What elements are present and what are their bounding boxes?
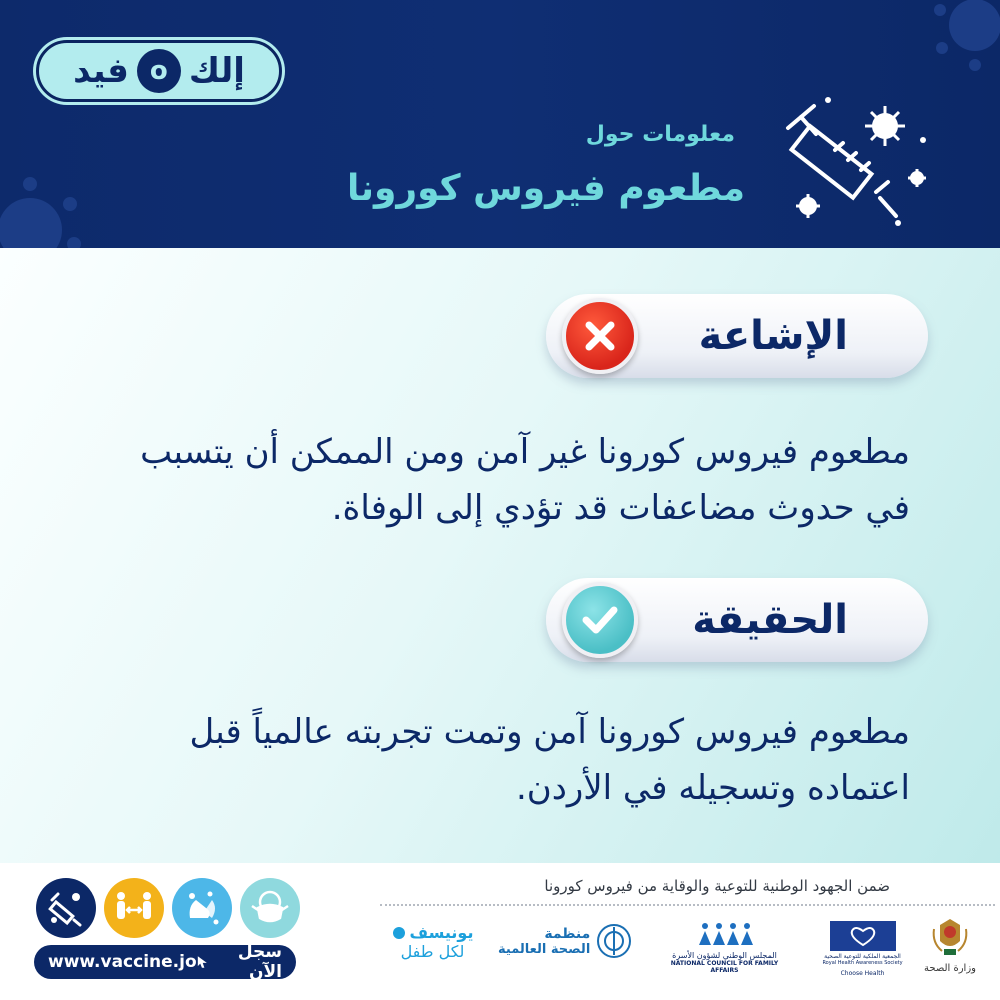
ncfa-logo (662, 921, 787, 974)
virus-decoration-icon (0, 170, 90, 248)
handwash-icon (172, 878, 232, 938)
unicef-tagline: لكل طفل (400, 942, 465, 961)
fact-text: مطعوم فيروس كورونا آمن وتمت تجربته عالمياً قبل اعتماده وتسجيله في الأردن. (189, 712, 910, 808)
rhas-name-ar: الجمعية الملكية للتوعية الصحية (824, 953, 901, 960)
footer (0, 863, 1000, 1000)
register-link[interactable] (34, 942, 296, 982)
moh-name: وزارة الصحة (924, 963, 976, 974)
ncfa-name-en: NATIONAL COUNCIL FOR FAMILY AFFAIRS (670, 960, 779, 974)
footer-divider (380, 904, 995, 906)
fact-badge (546, 578, 928, 662)
logo-text-right: فيد (73, 51, 129, 91)
virus-decoration-icon (930, 0, 1000, 80)
cursor-icon (197, 954, 208, 970)
logo-text-left: إلك (188, 51, 245, 91)
who-emblem-icon (596, 923, 632, 959)
myth-text: مطعوم فيروس كورونا غير آمن ومن الممكن أن يتسبب في حدوث مضاعفات قد تؤدي إلى الوفاة. (140, 432, 910, 528)
unicef-logo (385, 923, 480, 961)
myth-label: الإشاعة (698, 313, 848, 359)
unicef-emblem-icon (392, 926, 406, 940)
ministry-of-health-logo (918, 915, 982, 974)
header-title: مطعوم فيروس كورونا (346, 168, 745, 209)
jordan-emblem-icon (930, 915, 970, 959)
who-name-line1: منظمة (544, 925, 591, 942)
distancing-icon (104, 878, 164, 938)
register-label[interactable]: سجل الآن (237, 942, 282, 982)
brand-logo (36, 40, 282, 102)
ncfa-emblem-icon (695, 921, 755, 947)
logo-ring-icon: o (137, 49, 181, 93)
checkmark-icon (562, 582, 638, 658)
syringe-icon (780, 88, 930, 228)
rhas-name-en: Royal Health Awareness Society (822, 960, 903, 966)
myth-badge (546, 294, 928, 378)
who-logo (498, 923, 638, 959)
main-content (0, 248, 1000, 863)
rhas-logo (815, 921, 910, 977)
website-url[interactable]: www.vaccine.jo (48, 952, 197, 972)
ncfa-name-ar: المجلس الوطني لشؤون الأسرة (672, 951, 777, 960)
header-banner (0, 0, 1000, 248)
rhas-heart-icon (830, 921, 896, 951)
header-subtitle: معلومات حول (585, 122, 735, 147)
footer-caption: ضمن الجهود الوطنية للتوعية والوقاية من فيروس كورونا (544, 877, 890, 895)
fact-label: الحقيقة (692, 597, 848, 643)
vaccine-icon (36, 878, 96, 938)
unicef-name: يونيسف (409, 923, 474, 942)
wrong-x-icon (562, 298, 638, 374)
mask-icon (240, 878, 300, 938)
who-name-line2: الصحة العالمية (498, 941, 591, 957)
rhas-tagline: Choose Health (840, 970, 885, 977)
